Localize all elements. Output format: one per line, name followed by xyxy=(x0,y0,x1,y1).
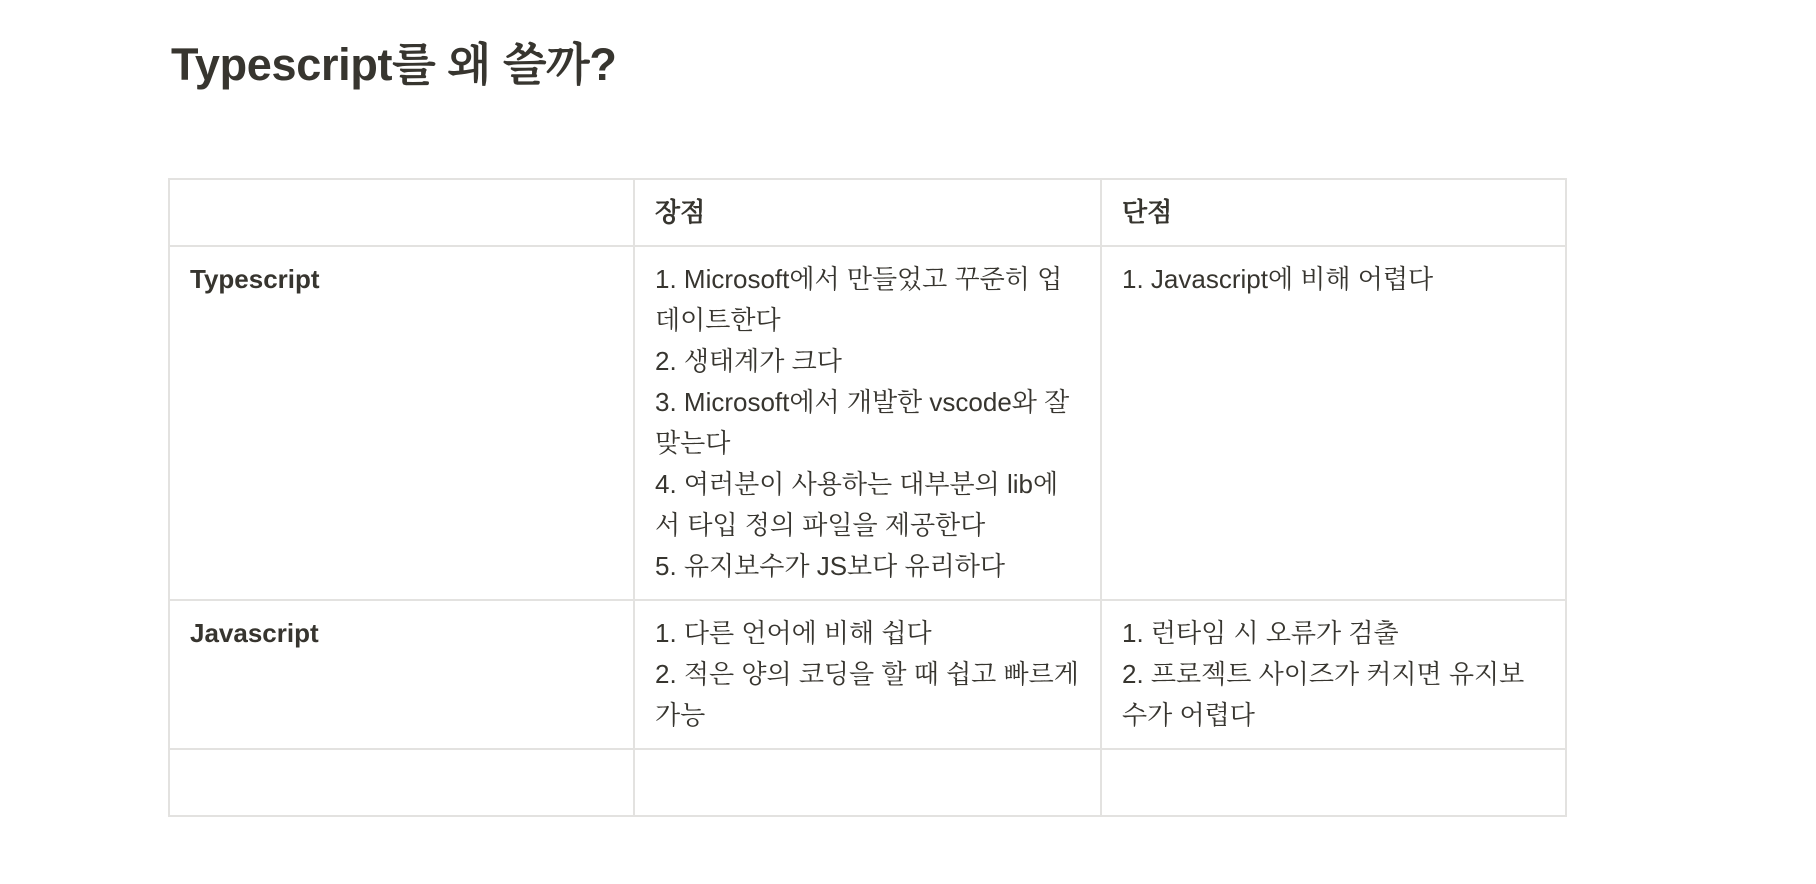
table-header-row xyxy=(169,179,1566,246)
header-cell-pros[interactable]: 장점 xyxy=(634,179,1101,246)
list-item: 5. 유지보수가 JS보다 유리하다 xyxy=(655,551,1005,581)
table-row-empty xyxy=(169,749,1566,816)
list-item: 1. 다른 언어에 비해 쉽다 xyxy=(655,618,932,648)
list-item: 2. 프로젝트 사이즈가 커지면 유지보수가 어렵다 xyxy=(1122,659,1525,730)
list-item: 2. 적은 양의 코딩을 할 때 쉽고 빠르게 가능 xyxy=(655,659,1079,730)
empty-row-pros-cell[interactable] xyxy=(634,749,1101,816)
list-item: 3. Microsoft에서 개발한 vscode와 잘 맞는다 xyxy=(655,387,1070,458)
row-label-typescript[interactable]: Typescript xyxy=(169,246,634,600)
list-item: 4. 여러분이 사용하는 대부분의 lib에서 타입 정의 파일을 제공한다 xyxy=(655,469,1059,540)
typescript-cons-cell[interactable] xyxy=(1101,246,1566,600)
list-item: 1. Javascript에 비해 어렵다 xyxy=(1122,264,1434,294)
table-row-typescript xyxy=(169,246,1566,600)
header-cell-cons[interactable]: 단점 xyxy=(1101,179,1566,246)
list-item: 1. Microsoft에서 만들었고 꾸준히 업데이트한다 xyxy=(655,264,1063,335)
page-title[interactable]: Typescript를 왜 쓸까? xyxy=(171,39,617,90)
empty-row-label-cell[interactable] xyxy=(169,749,634,816)
header-cell-empty[interactable] xyxy=(169,179,634,246)
javascript-pros-cell[interactable] xyxy=(634,600,1101,749)
table-row-javascript xyxy=(169,600,1566,749)
list-item: 2. 생태계가 크다 xyxy=(655,346,842,376)
row-label-javascript[interactable]: Javascript xyxy=(169,600,634,749)
typescript-pros-cell[interactable] xyxy=(634,246,1101,600)
empty-row-cons-cell[interactable] xyxy=(1101,749,1566,816)
javascript-cons-cell[interactable] xyxy=(1101,600,1566,749)
comparison-table xyxy=(168,178,1567,817)
list-item: 1. 런타임 시 오류가 검출 xyxy=(1122,618,1399,648)
